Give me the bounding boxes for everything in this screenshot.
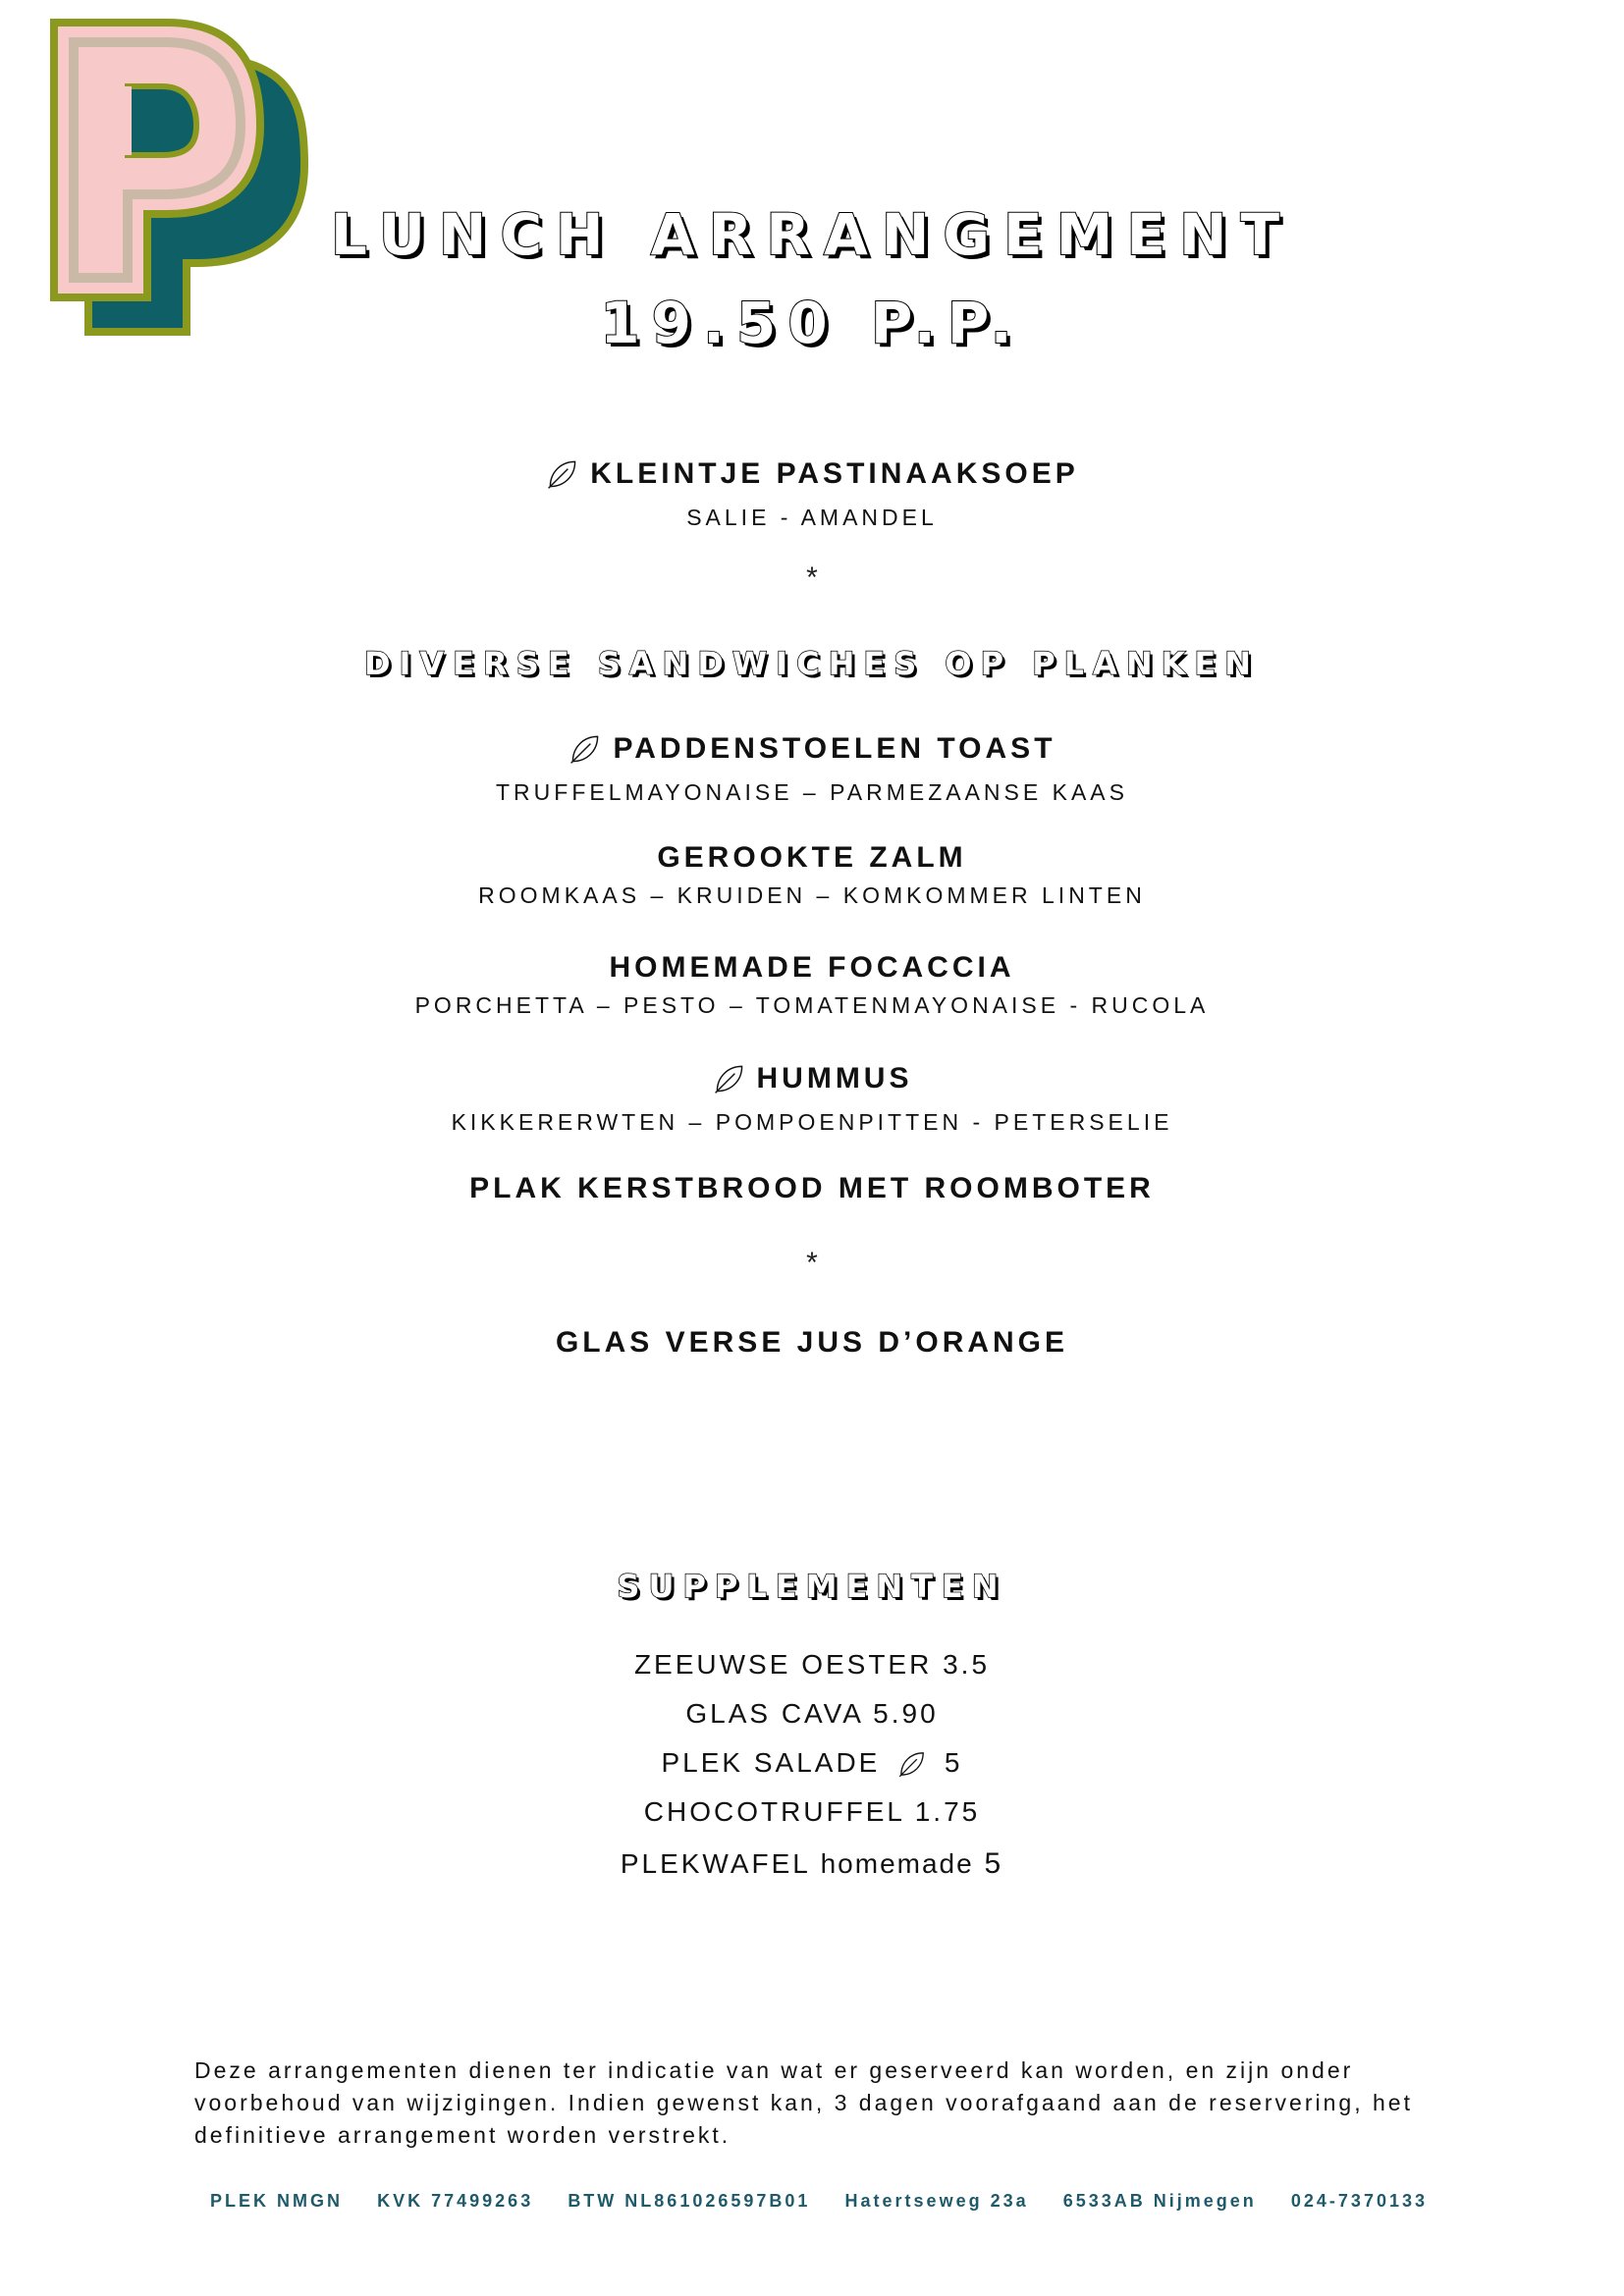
- menu-item-name: PLAK KERSTBROOD MET ROOMBOTER: [469, 1172, 1155, 1204]
- supplement-label: PLEK SALADE: [661, 1747, 881, 1778]
- supplement-item: [0, 1747, 1624, 1780]
- starter-description: SALIE - AMANDEL: [686, 505, 938, 530]
- supplement-price: 5: [984, 1847, 1004, 1880]
- footer-company: PLEK NMGN: [210, 2191, 343, 2211]
- supplement-item: ZEEUWSE OESTER 3.5: [633, 1649, 991, 1680]
- menu-item-name: HUMMUS: [756, 1062, 913, 1095]
- menu-item-description: TRUFFELMAYONAISE – PARMEZAANSE KAAS: [496, 779, 1128, 805]
- supplement-item: GLAS CAVA 5.90: [685, 1698, 939, 1729]
- menu-item: [0, 841, 1624, 909]
- menu-item: [0, 1061, 1624, 1136]
- section-title-supplements: SUPPLEMENTEN: [617, 1568, 1007, 1605]
- separator: *: [806, 561, 818, 594]
- menu-item-name: HOMEMADE FOCACCIA: [609, 951, 1015, 984]
- drink-name: GLAS VERSE JUS D’ORANGE: [555, 1326, 1069, 1359]
- drink-item: [0, 1326, 1624, 1360]
- supplement-label: PLEKWAFEL: [620, 1848, 810, 1879]
- footer-city: 6533AB Nijmegen: [1062, 2191, 1257, 2211]
- menu-item: [0, 731, 1624, 806]
- leaf-icon: [568, 731, 603, 767]
- leaf-icon: [545, 456, 580, 492]
- disclaimer-text: Deze arrangementen dienen ter indicatie van wat er geserveerd kan worden, en zijn onder voorbehoud van wijzigingen. Indien gewenst kan, 3 dagen voorafgaand aan de reservering, het definitieve arrangement worden verstrekt.: [194, 2057, 1413, 2148]
- footer-btw: BTW NL861026597B01: [568, 2191, 811, 2211]
- starter-name: KLEINTJE PASTINAAKSOEP: [590, 457, 1079, 490]
- menu-item-description: ROOMKAAS – KRUIDEN – KOMKOMMER LINTEN: [478, 882, 1146, 908]
- page-title: LUNCH ARRANGEMENT: [330, 201, 1294, 268]
- footer-kvk: KVK 77499263: [377, 2191, 534, 2211]
- supplement-price: 5: [944, 1747, 963, 1778]
- separator: *: [806, 1247, 818, 1279]
- section-title-sandwiches: DIVERSE SANDWICHES OP PLANKEN: [363, 645, 1261, 682]
- leaf-icon: [712, 1061, 747, 1096]
- menu-item-description: PORCHETTA – PESTO – TOMATENMAYONAISE - RUCOLA: [414, 992, 1210, 1018]
- price-per-person: 19.50 P.P.: [600, 290, 1024, 356]
- supplement-suffix: homemade: [820, 1848, 974, 1879]
- supplement-item: [0, 1847, 1624, 1881]
- menu-item-name: PADDENSTOELEN TOAST: [613, 732, 1056, 765]
- menu-item: [0, 951, 1624, 1019]
- menu-item-name: GEROOKTE ZALM: [657, 841, 967, 874]
- starter-item: [0, 456, 1624, 531]
- menu-item: [0, 1172, 1624, 1205]
- footer-phone: 024-7370133: [1290, 2191, 1428, 2211]
- footer-street: Hatertseweg 23a: [844, 2191, 1029, 2211]
- leaf-icon: [896, 1748, 928, 1780]
- supplement-item: CHOCOTRUFFEL 1.75: [643, 1796, 981, 1827]
- menu-item-description: KIKKERERWTEN – POMPOENPITTEN - PETERSELIE: [451, 1109, 1173, 1135]
- footer: [210, 2191, 1428, 2212]
